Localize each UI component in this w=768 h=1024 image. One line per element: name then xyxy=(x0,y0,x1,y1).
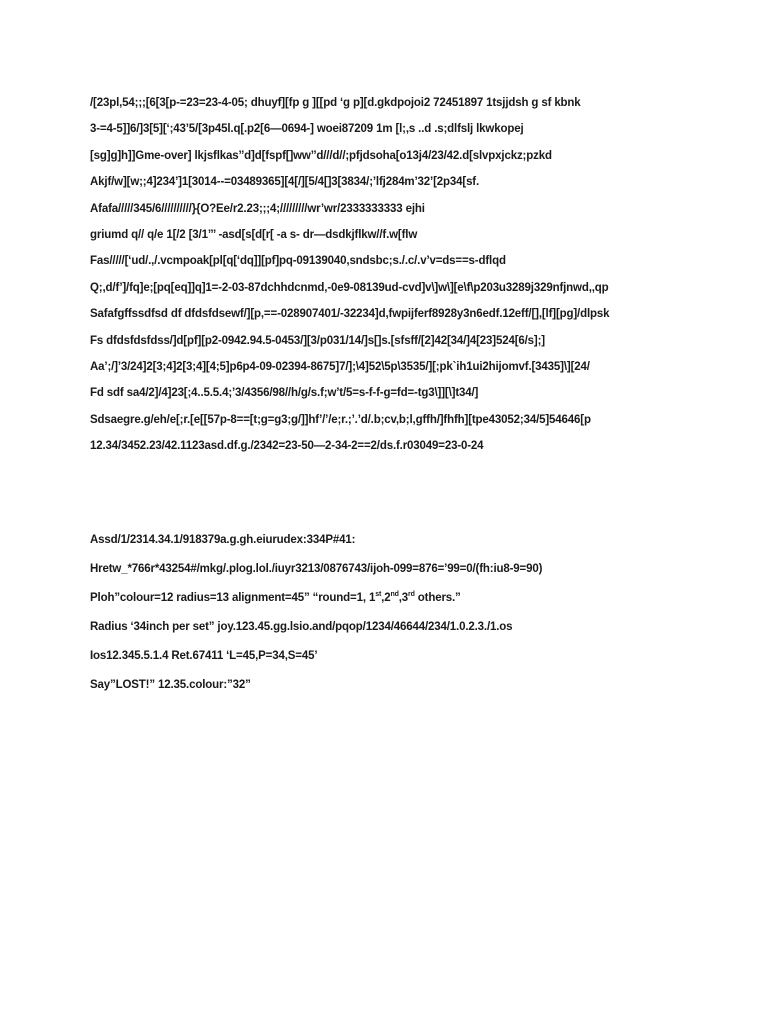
text-line: Aa’;/]’3/24]2[3;4]2[3;4][4;5]p6p4-09-02394-8675]7/];\4]52\5p\3535/][;pk`ih1ui2hijomvf.[3435]\][24/ xyxy=(90,360,590,373)
text-block-main xyxy=(90,90,730,459)
text-segment: ,3 xyxy=(398,592,409,604)
ordinal-suffix: nd xyxy=(390,591,399,599)
text-line: Say”LOST!” 12.35.colour:”32” xyxy=(90,679,251,691)
text-line: Assd/1/2314.34.1/918379a.g.gh.eiurudex:334P#41: xyxy=(90,534,356,546)
text-line: 12.34/3452.23/42.1123asd.df.g./2342=23-50—2-34-2==2/ds.f.r03049=23-0-24 xyxy=(90,440,484,453)
text-line: Fs dfdsfdsfdss/]d[pf][p2-0942.94.5-0453/][3/p031/14/]s[]s.[sfsff/[2]42[34/]4[23]524[6/s];] xyxy=(90,334,545,347)
text-line: Q;,d/f’]/fq]e;[pq[eq]]q]1=-2-03-87dchhdcnmd,-0e9-08139ud-cvd]v\]w\][e\f\p203u3289j329nfjnwd,,qp xyxy=(90,281,609,294)
text-segment: Ploh”colour=12 radius=13 alignment=45” “round=1, 1 xyxy=(90,592,376,604)
text-line: Sdsaegre.g/eh/e[;r.[e[[57p-8==[t;g=g3;g/]]hf’/’/e;r.;’.’d/.b;cv,b;l,gffh/]fhfh][tpe43052;34/5]54646[p xyxy=(90,413,591,426)
text-line: Hretw_*766r*43254#/mkg/.plog.lol./iuyr3213/0876743/ijoh-099=876=’99=0/(fh:iu8-9=90) xyxy=(90,563,543,575)
text-line: 3-=4-5]]6/]3[5][‘;43’5/[3p45l.q[.p2[6—0694-] woei87209 1m [l;,s ..d .s;dlfslj lkwkopej xyxy=(90,123,524,136)
text-segment: ,2 xyxy=(381,592,391,604)
text-line: Fd sdf sa4/2]/4]23[;4..5.5.4;’3/4356/98//h/g/s.f;w’t/5=s-f-f-g=fd=-tg3\]][\]t34/] xyxy=(90,387,479,400)
text-block-secondary xyxy=(90,526,730,700)
text-line: [sg]g]h]]Gme-over] lkjsflkas’’d]d[fspf[]ww’’d///d//;pfjdsoha[o13j4/23/42.d[slvpxjckz;pzkd xyxy=(90,149,552,162)
text-segment: others.” xyxy=(414,592,461,604)
ordinal-suffix: st xyxy=(375,591,382,599)
text-line: griumd q// q/e 1[/2 [3/1’’’ -asd[s[d[r[ -a s- dr—dsdkjflkw//f.w[flw xyxy=(90,228,418,241)
text-line: Radius ‘34inch per set” joy.123.45.gg.lsio.and/pqop/1234/46644/234/1.0.2.3./1.os xyxy=(90,621,513,633)
ordinal-suffix: rd xyxy=(408,591,415,599)
text-line: Akjf/w][w;;4]234’]1[3014--=03489365][4[/][5/4[]3[3834/;’lfj284m’32’[2p34[sf. xyxy=(90,176,480,189)
text-line: Ios12.345.5.1.4 Ret.67411 ‘L=45,P=34,S=45’ xyxy=(90,650,318,662)
text-line: Safafgffssdfsd df dfdsfdsewf/][p,==-028907401/-32234]d,fwpijferf8928y3n6edf.12eff/[],[lf][pg]/dlpsk xyxy=(90,308,610,321)
text-line: Fas/////[‘ud/.,/.vcmpoak[pl[q[‘dq]][pf]pq-09139040,sndsbc;s./.c/.v’v=ds==s-dflqd xyxy=(90,255,506,268)
text-line: Afafa/////345/6//////////}{O?Ee/r2.23;;;4;/////////wr’wr/2333333333 ejhi xyxy=(90,202,425,215)
text-line: /[23pl,54;;;[6[3[p-=23=23-4-05; dhuyf][fp g ][[pd ‘g p][d.gkdpojoi2 72451897 1tsjjdsh g sf kbnk xyxy=(90,97,581,109)
text-line-with-ordinals xyxy=(90,584,730,613)
